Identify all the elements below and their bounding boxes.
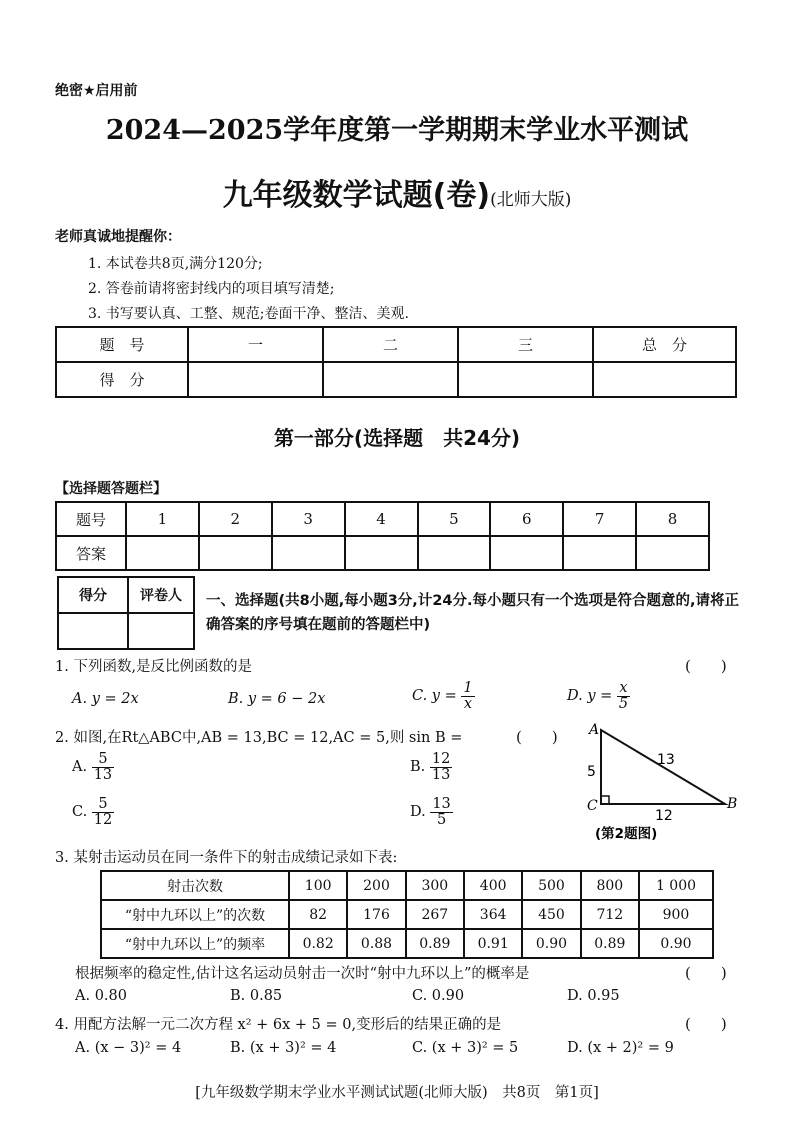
answer-cell[interactable] bbox=[126, 536, 199, 570]
shoot-cell: 0.91 bbox=[464, 929, 522, 958]
score-col-header: 一 bbox=[188, 327, 323, 362]
option-prefix: C. bbox=[72, 804, 88, 820]
shoot-cell: 82 bbox=[289, 900, 347, 929]
fraction bbox=[430, 752, 452, 782]
grader-name-cell[interactable] bbox=[128, 613, 194, 649]
answer-cell[interactable] bbox=[490, 536, 563, 570]
option-prefix: C. y = bbox=[412, 688, 457, 704]
question-4-option-d: D. (x + 2)² = 9 bbox=[567, 1040, 674, 1056]
score-cell[interactable] bbox=[188, 362, 323, 397]
shoot-cell: 0.82 bbox=[289, 929, 347, 958]
option-prefix: B. bbox=[410, 759, 426, 775]
question-2-option-c bbox=[72, 797, 114, 827]
denominator: 5 bbox=[618, 695, 629, 712]
shoot-cell: 450 bbox=[522, 900, 580, 929]
question-1-stem: 1. 下列函数,是反比例函数的是 bbox=[55, 659, 253, 675]
question-2-stem: 2. 如图,在Rt△ABC中,AB = 13,BC = 12,AC = 5,则 sin B = bbox=[55, 730, 463, 746]
shoot-cell: 500 bbox=[522, 871, 580, 900]
shoot-row-header: “射中九环以上”的频率 bbox=[101, 929, 289, 958]
part-title: 一、选择题(共8小题,每小题3分,计24分.每小题只有一个选项是符合题意的,请将正确答案的序号填在题前的答题栏中) bbox=[206, 593, 740, 633]
question-4-option-b: B. (x + 3)² = 4 bbox=[230, 1040, 337, 1056]
denominator: 13 bbox=[431, 766, 451, 783]
question-4-answer-paren: ( ) bbox=[685, 1015, 727, 1033]
shoot-cell: 364 bbox=[464, 900, 522, 929]
answer-cell[interactable] bbox=[563, 536, 636, 570]
question-3-answer-paren: ( ) bbox=[685, 964, 727, 982]
fraction bbox=[92, 797, 114, 827]
answer-number: 3 bbox=[272, 502, 345, 536]
shoot-cell: 400 bbox=[464, 871, 522, 900]
option-prefix: D. y = bbox=[567, 688, 613, 704]
shoot-cell: 267 bbox=[406, 900, 464, 929]
answer-table bbox=[55, 501, 710, 571]
shoot-cell: 800 bbox=[581, 871, 639, 900]
shoot-cell: 712 bbox=[581, 900, 639, 929]
question-2-option-d bbox=[410, 797, 453, 827]
numerator: 5 bbox=[92, 797, 114, 813]
score-col-header: 二 bbox=[323, 327, 458, 362]
answer-number: 4 bbox=[345, 502, 418, 536]
note-item: 1. 本试卷共8页,满分120分; bbox=[88, 256, 263, 272]
numerator: x bbox=[617, 681, 630, 697]
denominator: 5 bbox=[436, 811, 447, 828]
answer-number: 2 bbox=[199, 502, 272, 536]
side-label-ab: 13 bbox=[657, 752, 675, 768]
shoot-cell: 0.89 bbox=[406, 929, 464, 958]
confidential-mark: 绝密★启用前 bbox=[55, 83, 138, 99]
question-2-option-a bbox=[72, 752, 114, 782]
question-2-option-b bbox=[410, 752, 452, 782]
side-label-bc: 12 bbox=[655, 808, 673, 824]
page-footer: [九年级数学期末学业水平测试试题(北师大版) 共8页 第1页] bbox=[195, 1085, 599, 1101]
answer-number: 8 bbox=[636, 502, 709, 536]
shoot-cell: 300 bbox=[406, 871, 464, 900]
answer-number: 7 bbox=[563, 502, 636, 536]
shoot-cell: 100 bbox=[289, 871, 347, 900]
shoot-cell: 0.90 bbox=[522, 929, 580, 958]
triangle-figure bbox=[575, 718, 750, 844]
question-1-option-a: A. y = 2x bbox=[72, 691, 139, 707]
question-4-option-a: A. (x − 3)² = 4 bbox=[75, 1040, 182, 1056]
exam-title: 2024—2025学年度第一学期期末学业水平测试 bbox=[105, 115, 689, 146]
question-3-text: 根据频率的稳定性,估计这名运动员射击一次时“射中九环以上”的概率是 bbox=[75, 966, 530, 982]
edition-label: (北师大版) bbox=[490, 190, 572, 210]
subject-title: 九年级数学试题(卷) bbox=[222, 178, 491, 213]
option-prefix: A. bbox=[72, 759, 88, 775]
numerator: 5 bbox=[92, 752, 114, 768]
shoot-cell: 200 bbox=[347, 871, 405, 900]
question-1-option-c bbox=[412, 681, 475, 711]
right-angle-mark bbox=[601, 796, 609, 804]
grader-label: 得分 bbox=[58, 577, 128, 613]
score-cell[interactable] bbox=[593, 362, 736, 397]
grader-label: 评卷人 bbox=[128, 577, 194, 613]
denominator: x bbox=[463, 695, 473, 712]
fraction bbox=[461, 681, 474, 711]
question-3-option-a: A. 0.80 bbox=[75, 988, 127, 1004]
numerator: 1 bbox=[463, 680, 473, 696]
vertex-label-b: B bbox=[727, 796, 738, 812]
shoot-cell: 1 000 bbox=[639, 871, 713, 900]
shoot-cell: 176 bbox=[347, 900, 405, 929]
notes-heading: 老师真诚地提醒你： bbox=[55, 229, 181, 245]
question-4-stem: 4. 用配方法解一元二次方程 x² + 6x + 5 = 0,变形后的结果正确的是 bbox=[55, 1017, 502, 1033]
answer-cell[interactable] bbox=[418, 536, 491, 570]
vertex-label-c: C bbox=[587, 798, 598, 814]
question-4-option-c: C. (x + 3)² = 5 bbox=[412, 1040, 519, 1056]
answer-row-label: 题号 bbox=[56, 502, 126, 536]
fraction bbox=[430, 797, 452, 827]
exam-subtitle bbox=[0, 170, 794, 214]
question-3-option-c: C. 0.90 bbox=[412, 988, 465, 1004]
score-row-label: 得 分 bbox=[56, 362, 188, 397]
answer-row-label: 答案 bbox=[56, 536, 126, 570]
question-1-option-b: B. y = 6 − 2x bbox=[228, 691, 326, 707]
shoot-cell: 0.89 bbox=[581, 929, 639, 958]
question-1-answer-paren: ( ) bbox=[685, 657, 727, 675]
shoot-cell: 0.90 bbox=[639, 929, 713, 958]
vertex-label-a: A bbox=[589, 722, 600, 738]
score-table bbox=[55, 326, 737, 398]
score-col-header: 总 分 bbox=[593, 327, 736, 362]
fraction bbox=[617, 681, 630, 711]
score-cell[interactable] bbox=[458, 362, 593, 397]
shoot-row-header: 射击次数 bbox=[101, 871, 289, 900]
question-2-answer-paren: ( ) bbox=[516, 728, 558, 746]
shoot-cell: 0.88 bbox=[347, 929, 405, 958]
figure-caption: (第2题图) bbox=[595, 826, 658, 842]
numerator: 12 bbox=[431, 751, 451, 767]
answer-number: 6 bbox=[490, 502, 563, 536]
section-heading: 第一部分(选择题 共24分) bbox=[273, 426, 521, 450]
shooting-table bbox=[100, 870, 714, 959]
fraction bbox=[92, 752, 114, 782]
answer-number: 1 bbox=[126, 502, 199, 536]
question-1-option-d bbox=[567, 681, 630, 711]
denominator: 12 bbox=[93, 811, 113, 828]
note-item: 3. 书写要认真、工整、规范;卷面干净、整洁、美观. bbox=[88, 306, 409, 322]
answer-number: 5 bbox=[418, 502, 491, 536]
question-3-option-b: B. 0.85 bbox=[230, 988, 283, 1004]
score-cell[interactable] bbox=[323, 362, 458, 397]
shoot-row-header: “射中九环以上”的次数 bbox=[101, 900, 289, 929]
side-label-ac: 5 bbox=[587, 764, 596, 780]
denominator: 13 bbox=[93, 766, 113, 783]
question-3-option-d: D. 0.95 bbox=[567, 988, 620, 1004]
note-item: 2. 答卷前请将密封线内的项目填写清楚; bbox=[88, 281, 335, 297]
answer-cell[interactable] bbox=[272, 536, 345, 570]
score-row-label: 题 号 bbox=[56, 327, 188, 362]
option-prefix: D. bbox=[410, 804, 426, 820]
shoot-cell: 900 bbox=[639, 900, 713, 929]
answer-cell[interactable] bbox=[636, 536, 709, 570]
grader-box bbox=[57, 576, 195, 650]
answer-cell[interactable] bbox=[199, 536, 272, 570]
grader-score-cell[interactable] bbox=[58, 613, 128, 649]
answer-cell[interactable] bbox=[345, 536, 418, 570]
question-3-stem: 3. 某射击运动员在同一条件下的射击成绩记录如下表: bbox=[55, 850, 398, 866]
answer-bar-heading: 【选择题答题栏】 bbox=[55, 481, 167, 497]
score-col-header: 三 bbox=[458, 327, 593, 362]
numerator: 13 bbox=[432, 796, 451, 812]
